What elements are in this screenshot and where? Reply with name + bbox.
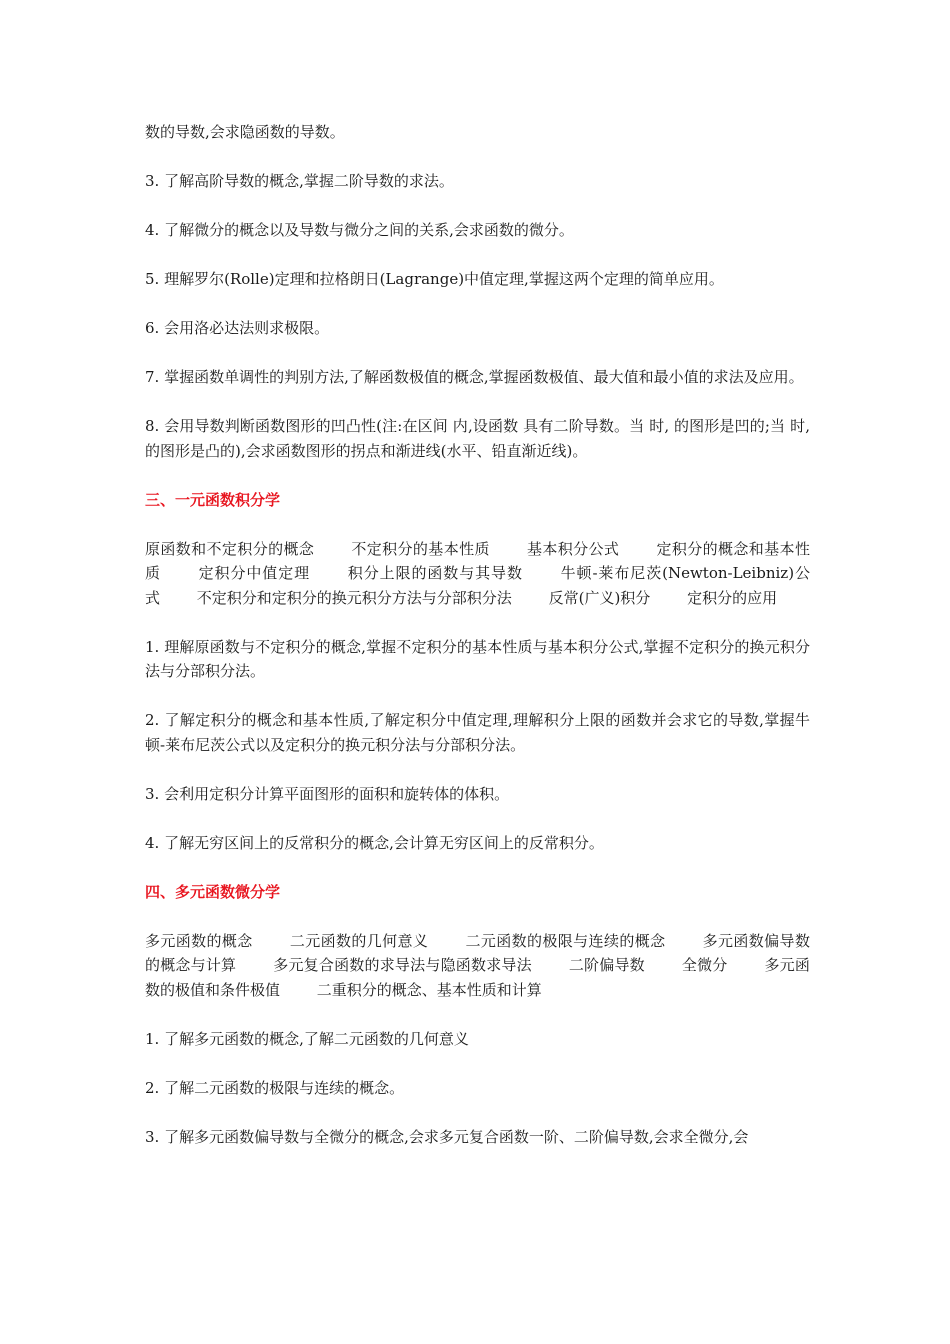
topic-list — [145, 929, 810, 1003]
section-heading: 三、一元函数积分学 — [145, 490, 281, 509]
list-item: 5. 理解罗尔(Rolle)定理和拉格朗日(Lagrange)中值定理,掌握这两个定理的简单应用。 — [145, 270, 724, 288]
list-item: 2. 了解定积分的概念和基本性质,了解定积分中值定理,理解积分上限的函数并会求它的导数,掌握牛顿-莱布尼茨公式以及定积分的换元积分法与分部积分法。 — [145, 711, 810, 754]
list-item: 8. 会用导数判断函数图形的凹凸性(注:在区间 内,设函数 具有二阶导数。当 时, 的图形是凹的;当 时,的图形是凸的),会求函数图形的拐点和渐进线(水平、铅直渐近线)。 — [145, 417, 810, 460]
topic: 定积分的概念和基本性质 — [145, 539, 810, 582]
topic: 定积分中值定理 — [198, 564, 311, 582]
list-item: 1. 了解多元函数的概念,了解二元函数的几何意义 — [145, 1029, 469, 1048]
topic: 多元复合函数的求导法与隐函数求导法 — [273, 956, 532, 974]
topic: 反常(广义)积分 — [548, 588, 651, 607]
topic-list — [145, 537, 810, 611]
topic: 基本积分公式 — [527, 539, 620, 558]
topic: 二元函数的几何意义 — [289, 931, 429, 950]
list-item: 4. 了解微分的概念以及导数与微分之间的关系,会求函数的微分。 — [145, 221, 574, 239]
topic: 二元函数的极限与连续的概念 — [465, 931, 666, 950]
section-heading: 四、多元函数微分学 — [145, 882, 281, 901]
topic: 全微分 — [681, 956, 728, 974]
document-body — [145, 120, 810, 1174]
topic: 多元函数的极值和条件极值 — [145, 956, 810, 999]
topic: 多元函数的概念 — [145, 931, 253, 950]
list-item: 2. 了解二元函数的极限与连续的概念。 — [145, 1078, 405, 1097]
list-item: 4. 了解无穷区间上的反常积分的概念,会计算无穷区间上的反常积分。 — [145, 833, 604, 852]
topic: 积分上限的函数与其导数 — [347, 564, 523, 582]
list-item: 1. 理解原函数与不定积分的概念,掌握不定积分的基本性质与基本积分公式,掌握不定积分的换元积分法与分部积分法。 — [145, 637, 810, 680]
topic: 二重积分的概念、基本性质和计算 — [316, 980, 542, 999]
topic: 定积分的应用 — [687, 588, 778, 607]
paragraph: 数的导数,会求隐函数的导数。 — [145, 123, 345, 141]
topic: 原函数和不定积分的概念 — [145, 539, 315, 558]
topic: 多元函数偏导数的概念与计算 — [145, 931, 810, 974]
topic: 不定积分的基本性质 — [351, 539, 490, 558]
topic: 牛顿-莱布尼茨(Newton-Leibniz)公式 — [145, 564, 810, 607]
list-item: 3. 会利用定积分计算平面图形的面积和旋转体的体积。 — [145, 784, 510, 803]
topic: 不定积分和定积分的换元积分方法与分部积分法 — [196, 588, 512, 607]
list-item: 3. 了解多元函数偏导数与全微分的概念,会求多元复合函数一阶、二阶偏导数,会求全微分,会 — [145, 1127, 749, 1146]
list-item: 6. 会用洛必达法则求极限。 — [145, 319, 330, 337]
list-item: 7. 掌握函数单调性的判别方法,了解函数极值的概念,掌握函数极值、最大值和最小值的求法及应用。 — [145, 368, 804, 386]
topic: 二阶偏导数 — [568, 956, 645, 974]
list-item: 3. 了解高阶导数的概念,掌握二阶导数的求法。 — [145, 172, 454, 190]
